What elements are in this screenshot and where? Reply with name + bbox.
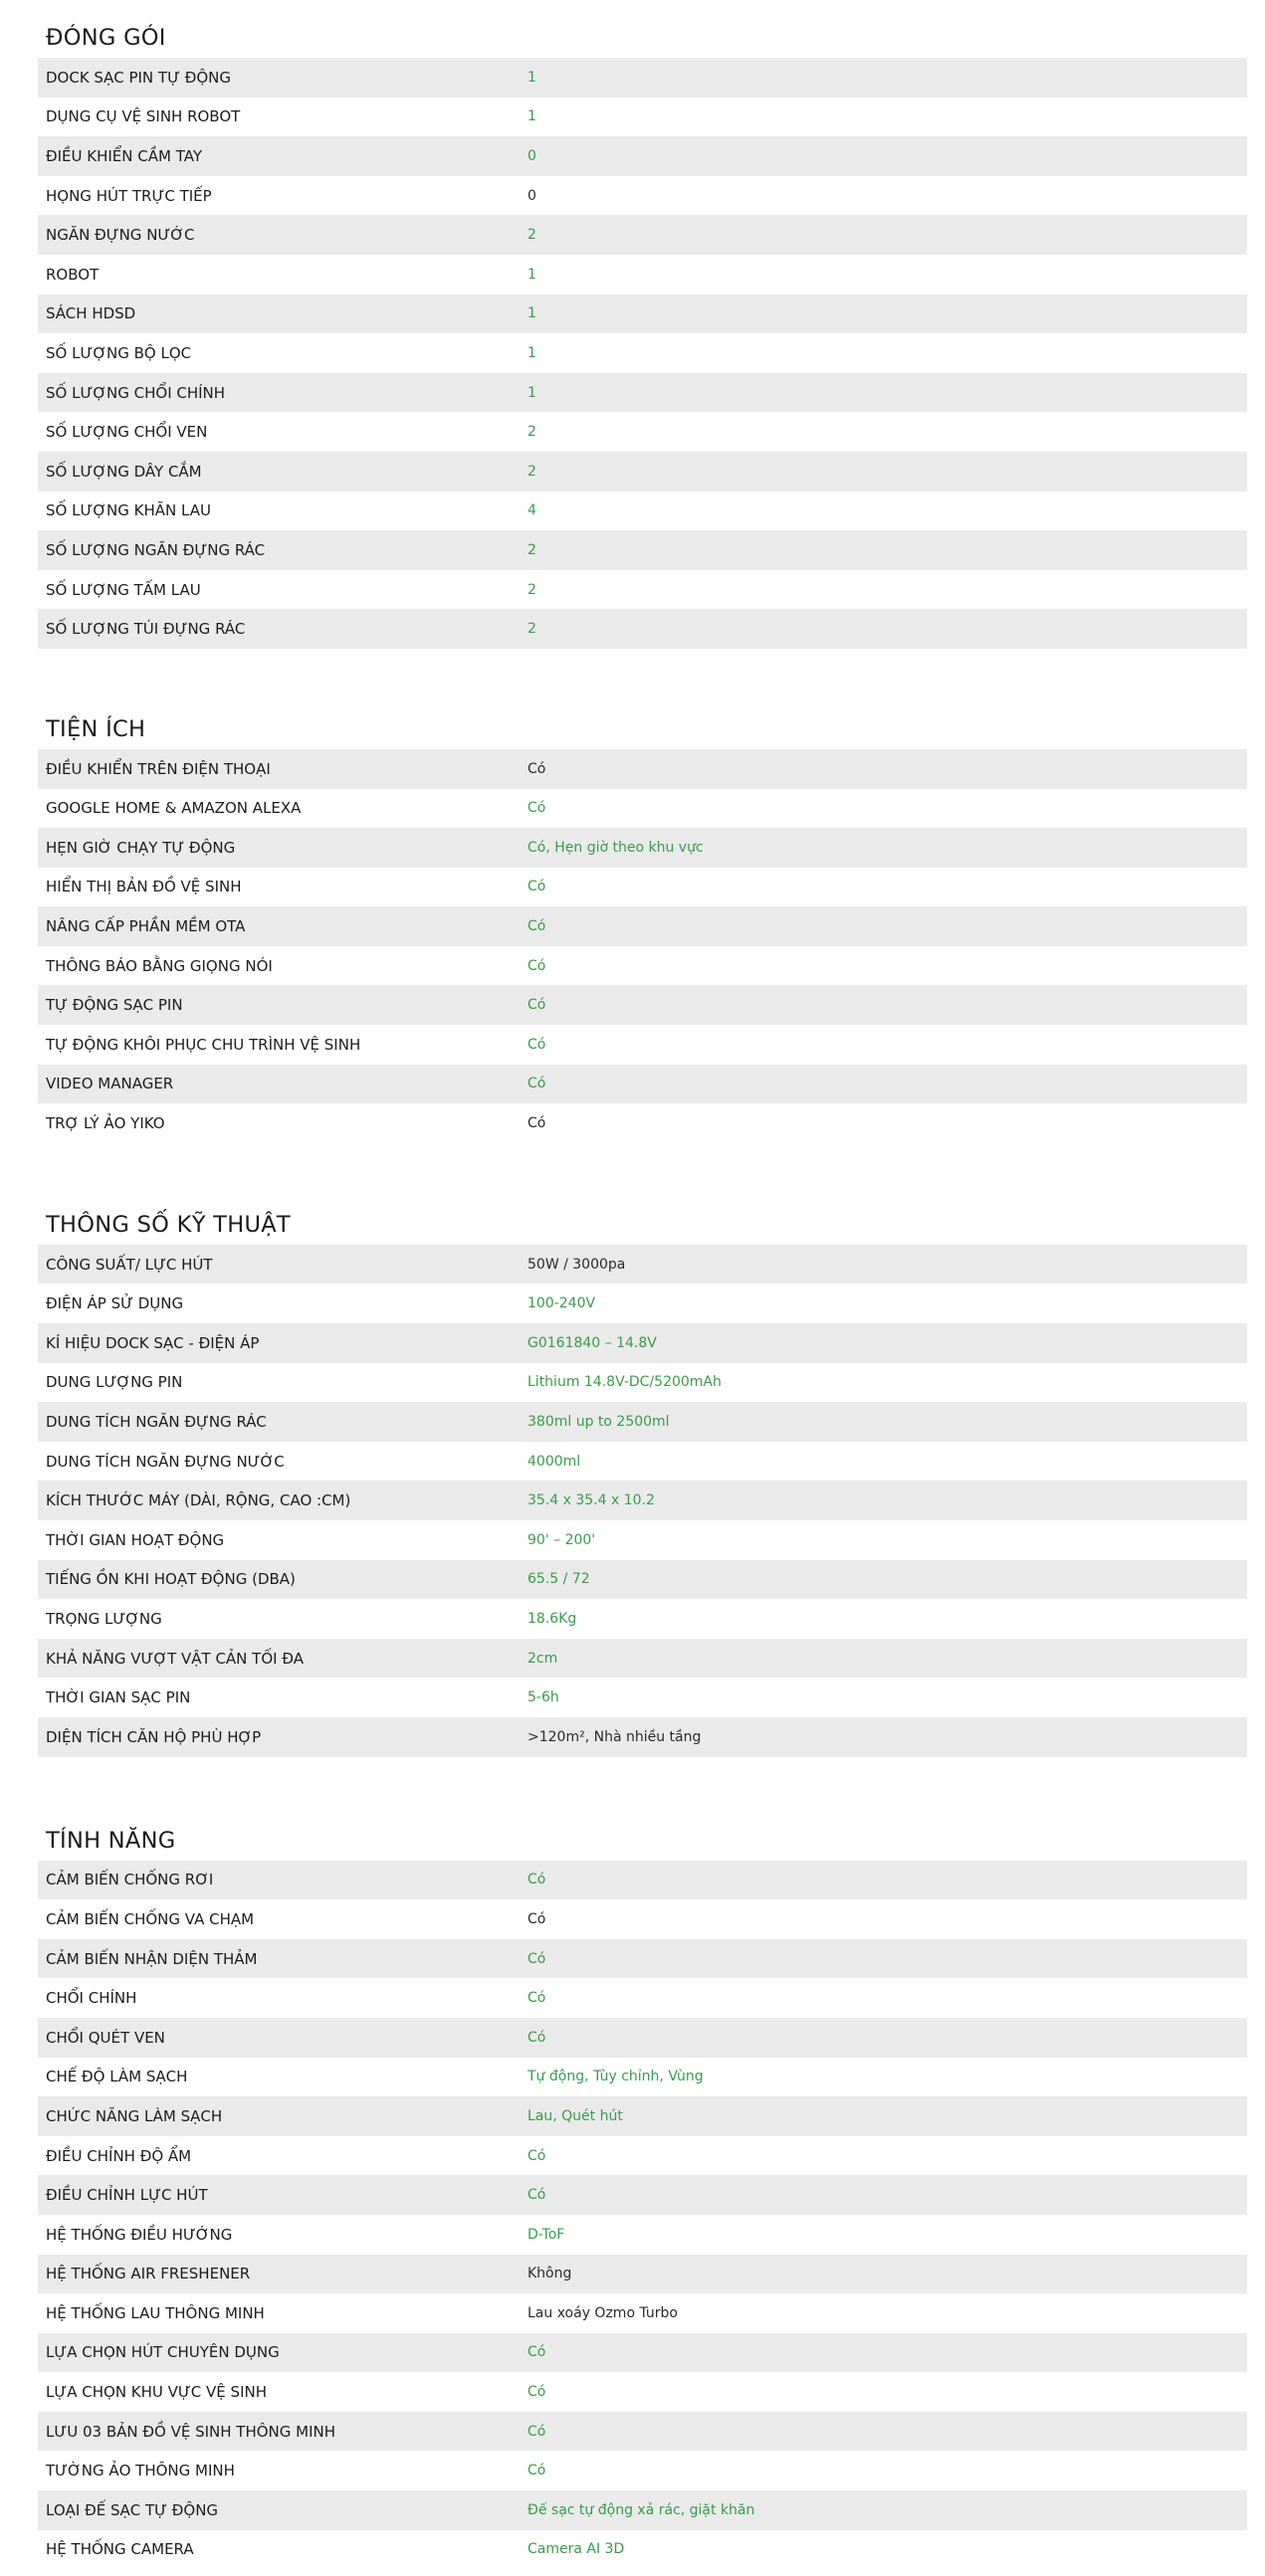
spec-label: ĐIỀU CHỈNH LỰC HÚT bbox=[46, 2186, 208, 2205]
table-row bbox=[38, 2058, 1247, 2097]
table-row bbox=[38, 1323, 1247, 1363]
section-title: TÍNH NĂNG bbox=[46, 1827, 176, 1854]
table-row bbox=[38, 946, 1247, 986]
table-row bbox=[38, 1717, 1247, 1757]
spec-section bbox=[38, 1205, 1247, 1757]
table-row bbox=[38, 1103, 1247, 1143]
table-row bbox=[38, 2096, 1247, 2136]
table-row bbox=[38, 2018, 1247, 2058]
table-row bbox=[38, 2136, 1247, 2176]
spec-value: Có bbox=[527, 1872, 546, 1888]
spec-value: Có bbox=[527, 1076, 546, 1092]
spec-value: 2 bbox=[527, 463, 536, 480]
table-row bbox=[38, 2255, 1247, 2294]
spec-value: Có bbox=[527, 1950, 546, 1967]
spec-label: HỆ THỐNG LAU THÔNG MINH bbox=[46, 2303, 265, 2322]
table-row bbox=[38, 373, 1247, 413]
spec-value: Có bbox=[527, 2463, 546, 2479]
table-row bbox=[38, 98, 1247, 137]
section-title: THÔNG SỐ KỸ THUẬT bbox=[46, 1211, 291, 1238]
spec-label: ROBOT bbox=[46, 265, 100, 284]
spec-value: 18.6Kg bbox=[527, 1610, 577, 1627]
table-row bbox=[38, 1978, 1247, 2018]
spec-label: VIDEO MANAGER bbox=[46, 1075, 174, 1093]
table-row bbox=[38, 2175, 1247, 2215]
table-row bbox=[38, 1442, 1247, 1482]
spec-value: Có bbox=[527, 2384, 546, 2401]
spec-label: DUNG TÍCH NGĂN ĐỰNG NƯỚC bbox=[46, 1452, 285, 1471]
table-row bbox=[38, 1639, 1247, 1679]
table-row bbox=[38, 2530, 1247, 2570]
spec-value: Có bbox=[527, 2344, 546, 2361]
spec-value: 5-6h bbox=[527, 1689, 559, 1706]
spec-label: KÍ HIỆU DOCK SẠC - ĐIỆN ÁP bbox=[46, 1333, 260, 1352]
spec-value: Có bbox=[527, 957, 546, 974]
section-title: TIỆN ÍCH bbox=[46, 715, 146, 742]
spec-label: HẸN GIỜ CHẠY TỰ ĐỘNG bbox=[46, 838, 236, 857]
spec-section bbox=[38, 18, 1247, 649]
table-row bbox=[38, 2293, 1247, 2333]
table-row bbox=[38, 1025, 1247, 1065]
section-title: ĐÓNG GÓI bbox=[46, 25, 166, 51]
spec-value: Không bbox=[527, 2266, 572, 2282]
spec-label: THỜI GIAN HOẠT ĐỘNG bbox=[46, 1530, 225, 1549]
spec-value: Có bbox=[527, 2147, 546, 2164]
section-spacer bbox=[38, 1143, 1247, 1185]
table-row bbox=[38, 828, 1247, 868]
spec-value: Lithium 14.8V-DC/5200mAh bbox=[527, 1374, 722, 1391]
spec-value: Có bbox=[527, 997, 546, 1014]
spec-value: 0 bbox=[527, 147, 536, 164]
table-row bbox=[38, 1560, 1247, 1600]
spec-label: SỐ LƯỢNG NGĂN ĐỰNG RÁC bbox=[46, 540, 266, 559]
spec-label: HIỂN THỊ BẢN ĐỒ VỆ SINH bbox=[46, 878, 242, 896]
spec-label: TƯỜNG ẢO THÔNG MINH bbox=[46, 2462, 235, 2480]
spec-label: CHẾ ĐỘ LÀM SẠCH bbox=[46, 2068, 188, 2086]
spec-value: Có bbox=[527, 2187, 546, 2204]
spec-value: Có bbox=[527, 1036, 546, 1053]
spec-value: 1 bbox=[527, 266, 536, 283]
spec-label: LỰA CHỌN HÚT CHUYÊN DỤNG bbox=[46, 2343, 280, 2362]
table-row bbox=[38, 136, 1247, 176]
spec-value: Có bbox=[527, 760, 546, 777]
spec-value: 50W / 3000pa bbox=[527, 1256, 626, 1273]
spec-label: ĐIỀU CHỈNH ĐỘ ẨM bbox=[46, 2146, 192, 2165]
spec-value: Có bbox=[527, 1115, 546, 1132]
spec-value: 1 bbox=[527, 108, 536, 125]
spec-value: Lau xoáy Ozmo Turbo bbox=[527, 2304, 678, 2321]
table-row bbox=[38, 412, 1247, 452]
table-row bbox=[38, 570, 1247, 610]
table-row bbox=[38, 58, 1247, 98]
spec-label: CẢM BIẾN CHỐNG RƠI bbox=[46, 1871, 214, 1889]
table-row bbox=[38, 1899, 1247, 1939]
table-row bbox=[38, 1245, 1247, 1285]
spec-label: ĐIỀU KHIỂN CẦM TAY bbox=[46, 146, 202, 165]
spec-label: DUNG TÍCH NGĂN ĐỰNG RÁC bbox=[46, 1413, 267, 1432]
spec-section bbox=[38, 709, 1247, 1143]
spec-label: HỆ THỐNG CAMERA bbox=[46, 2540, 194, 2559]
table-row bbox=[38, 2490, 1247, 2530]
spec-value: D-ToF bbox=[527, 2226, 565, 2243]
table-row bbox=[38, 530, 1247, 570]
spec-label: DỤNG CỤ VỆ SINH ROBOT bbox=[46, 107, 241, 126]
spec-value: 2 bbox=[527, 621, 536, 638]
spec-label: SỐ LƯỢNG TẤM LAU bbox=[46, 580, 201, 599]
table-row bbox=[38, 2333, 1247, 2373]
spec-label: KÍCH THƯỚC MÁY (DÀI, RỘNG, CAO :CM) bbox=[46, 1491, 351, 1510]
spec-label: ĐIỆN ÁP SỬ DỤNG bbox=[46, 1294, 184, 1313]
spec-value: 380ml up to 2500ml bbox=[527, 1414, 670, 1431]
table-row bbox=[38, 789, 1247, 829]
spec-value: 4000ml bbox=[527, 1453, 581, 1470]
spec-value: Có bbox=[527, 1990, 546, 2007]
spec-label: SỐ LƯỢNG CHỔI VEN bbox=[46, 423, 208, 442]
spec-label: CHỨC NĂNG LÀM SẠCH bbox=[46, 2106, 223, 2125]
table-row bbox=[38, 2372, 1247, 2412]
spec-label: HỆ THỐNG AIR FRESHENER bbox=[46, 2265, 251, 2283]
spec-value: Tự động, Tùy chỉnh, Vùng bbox=[527, 2069, 704, 2085]
spec-label: HỆ THỐNG ĐIỀU HƯỚNG bbox=[46, 2225, 233, 2244]
spec-label: TIẾNG ỒN KHI HOẠT ĐỘNG (DBA) bbox=[46, 1570, 296, 1589]
spec-value: 0 bbox=[527, 187, 536, 204]
spec-table bbox=[38, 749, 1247, 1143]
spec-label: SỐ LƯỢNG KHĂN LAU bbox=[46, 501, 211, 520]
spec-value: 4 bbox=[527, 502, 536, 519]
spec-label: TRỢ LÝ ẢO YIKO bbox=[46, 1114, 165, 1133]
table-row bbox=[38, 295, 1247, 334]
section-spacer bbox=[38, 1757, 1247, 1801]
table-row bbox=[38, 1939, 1247, 1979]
spec-value: Camera AI 3D bbox=[527, 2541, 625, 2558]
spec-table bbox=[38, 1245, 1247, 1757]
section-spacer bbox=[38, 649, 1247, 690]
table-row bbox=[38, 255, 1247, 295]
spec-label: NGĂN ĐỰNG NƯỚC bbox=[46, 226, 195, 245]
spec-value: 65.5 / 72 bbox=[527, 1571, 590, 1588]
table-row bbox=[38, 452, 1247, 492]
table-row bbox=[38, 749, 1247, 789]
table-row bbox=[38, 2215, 1247, 2255]
spec-value: Đế sạc tự động xả rác, giặt khăn bbox=[527, 2501, 755, 2518]
table-row bbox=[38, 1402, 1247, 1442]
spec-value: Có bbox=[527, 1910, 546, 1927]
spec-table bbox=[38, 1861, 1247, 2570]
spec-label: LƯU 03 BẢN ĐỒ VỆ SINH THÔNG MINH bbox=[46, 2422, 336, 2441]
table-row bbox=[38, 1599, 1247, 1639]
spec-value: Có bbox=[527, 800, 546, 817]
spec-label: SỐ LƯỢNG TÚI ĐỰNG RÁC bbox=[46, 620, 246, 639]
spec-label: SÁCH HDSD bbox=[46, 304, 136, 323]
spec-value: Có bbox=[527, 918, 546, 935]
spec-value: Có bbox=[527, 2423, 546, 2440]
table-row bbox=[38, 1520, 1247, 1560]
spec-value: 2 bbox=[527, 227, 536, 244]
table-row bbox=[38, 1678, 1247, 1717]
spec-value: 2 bbox=[527, 541, 536, 558]
spec-label: SỐ LƯỢNG BỘ LỌC bbox=[46, 343, 192, 362]
table-row bbox=[38, 2451, 1247, 2490]
spec-label: DIỆN TÍCH CĂN HỘ PHÙ HỢP bbox=[46, 1727, 262, 1746]
spec-label: DOCK SẠC PIN TỰ ĐỘNG bbox=[46, 68, 231, 87]
table-row bbox=[38, 176, 1247, 216]
spec-table bbox=[38, 58, 1247, 649]
spec-value: Có bbox=[527, 2029, 546, 2046]
table-row bbox=[38, 985, 1247, 1025]
spec-label: CHỔI CHÍNH bbox=[46, 1989, 137, 2008]
spec-value: G0161840 – 14.8V bbox=[527, 1334, 657, 1351]
table-row bbox=[38, 906, 1247, 946]
spec-label: TỰ ĐỘNG SẠC PIN bbox=[46, 996, 183, 1015]
spec-value: 1 bbox=[527, 384, 536, 401]
table-row bbox=[38, 609, 1247, 649]
spec-label: TỰ ĐỘNG KHÔI PHỤC CHU TRÌNH VỆ SINH bbox=[46, 1035, 361, 1054]
spec-label: TRỌNG LƯỢNG bbox=[46, 1609, 162, 1628]
spec-label: CẢM BIẾN NHẬN DIỆN THẢM bbox=[46, 1949, 258, 1968]
spec-label: ĐIỀU KHIỂN TRÊN ĐIỆN THOẠI bbox=[46, 759, 271, 778]
spec-value: 2cm bbox=[527, 1650, 558, 1667]
spec-label: GOOGLE HOME & AMAZON ALEXA bbox=[46, 799, 302, 818]
spec-label: HỌNG HÚT TRỰC TIẾP bbox=[46, 186, 212, 205]
spec-label: CHỔI QUÉT VEN bbox=[46, 2028, 165, 2047]
spec-label: NÂNG CẤP PHẦN MỀM OTA bbox=[46, 917, 246, 936]
table-row bbox=[38, 1363, 1247, 1403]
spec-value: Lau, Quét hút bbox=[527, 2107, 623, 2124]
spec-label: KHẢ NĂNG VƯỢT VẬT CẢN TỐI ĐA bbox=[46, 1649, 304, 1668]
spec-label: DUNG LƯỢNG PIN bbox=[46, 1373, 183, 1392]
table-row bbox=[38, 215, 1247, 255]
table-row bbox=[38, 868, 1247, 907]
spec-label: LỰA CHỌN KHU VỰC VỆ SINH bbox=[46, 2383, 267, 2402]
table-row bbox=[38, 492, 1247, 531]
table-row bbox=[38, 1065, 1247, 1104]
spec-label: THÔNG BÁO BẰNG GIỌNG NÓI bbox=[46, 956, 273, 975]
spec-label: THỜI GIAN SẠC PIN bbox=[46, 1688, 191, 1707]
spec-label: SỐ LƯỢNG CHỔI CHÍNH bbox=[46, 383, 226, 402]
spec-value: Có bbox=[527, 879, 546, 895]
table-row bbox=[38, 1481, 1247, 1520]
table-row bbox=[38, 2412, 1247, 2452]
spec-label: LOẠI ĐẾ SẠC TỰ ĐỘNG bbox=[46, 2500, 219, 2519]
spec-value: 2 bbox=[527, 424, 536, 441]
spec-value: Có, Hẹn giờ theo khu vực bbox=[527, 839, 704, 856]
spec-value: >120m², Nhà nhiều tầng bbox=[527, 1728, 702, 1745]
table-row bbox=[38, 1284, 1247, 1323]
table-row bbox=[38, 1861, 1247, 1900]
spec-value: 2 bbox=[527, 581, 536, 598]
spec-label: CẢM BIẾN CHỐNG VA CHẠM bbox=[46, 1909, 255, 1928]
spec-label: SỐ LƯỢNG DÂY CẮM bbox=[46, 462, 202, 481]
table-row bbox=[38, 333, 1247, 373]
spec-value: 1 bbox=[527, 305, 536, 322]
spec-value: 35.4 x 35.4 x 10.2 bbox=[527, 1492, 655, 1509]
spec-section bbox=[38, 1821, 1247, 2570]
spec-value: 1 bbox=[527, 344, 536, 361]
spec-value: 90' – 200' bbox=[527, 1531, 596, 1548]
spec-page bbox=[0, 18, 1247, 2569]
spec-label: CÔNG SUẤT/ LỰC HÚT bbox=[46, 1255, 213, 1274]
spec-value: 1 bbox=[527, 69, 536, 86]
spec-value: 100-240V bbox=[527, 1295, 596, 1312]
